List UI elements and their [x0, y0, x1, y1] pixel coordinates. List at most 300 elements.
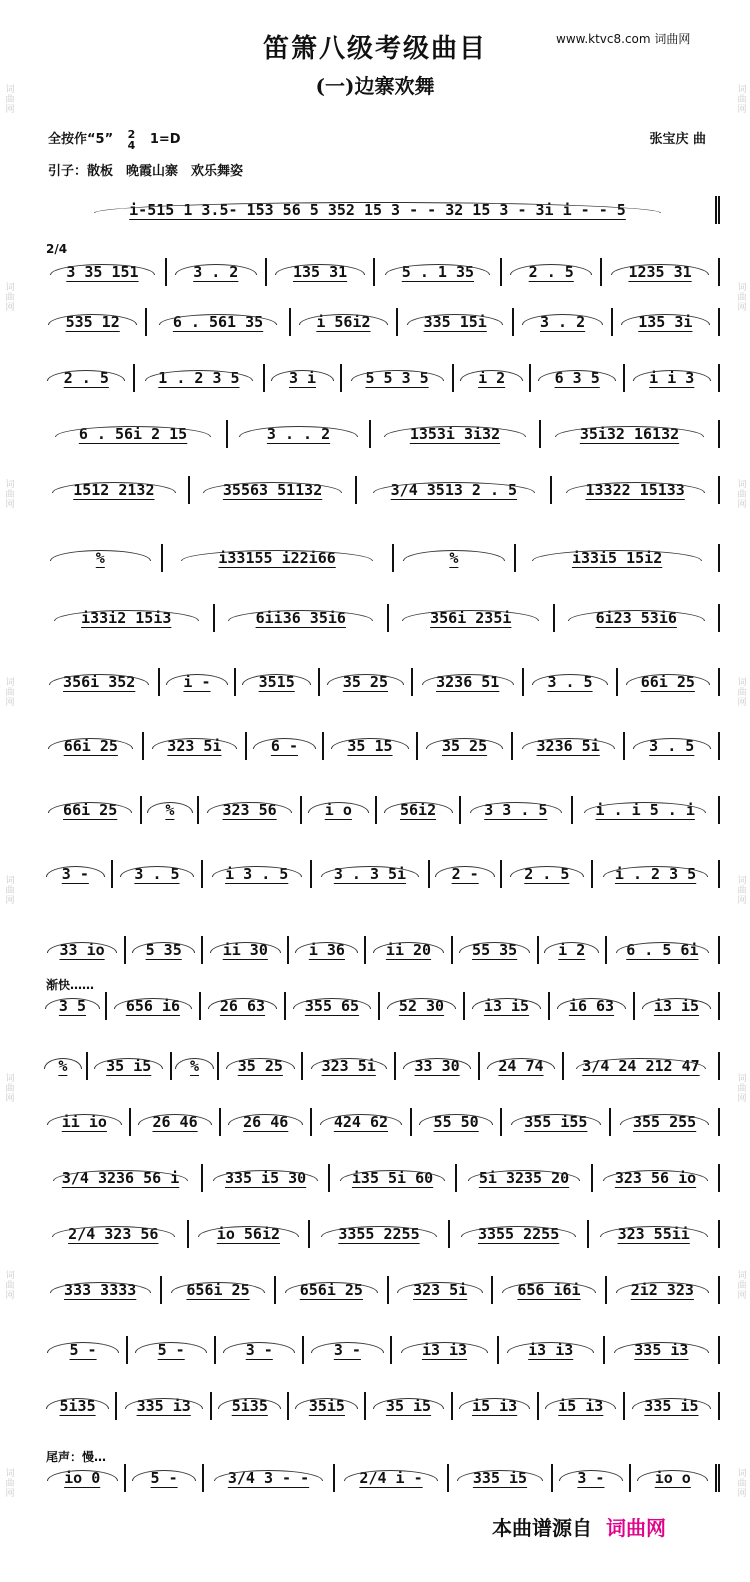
slur-mark: [459, 1398, 530, 1409]
slur-mark: [387, 998, 457, 1009]
measure-notes: 335 i5: [644, 1397, 699, 1415]
watermark-text: 词曲网: [3, 479, 14, 510]
measure-notes: 323 5i: [167, 737, 222, 755]
slur-mark: [226, 1058, 295, 1069]
slur-mark: [45, 998, 100, 1009]
watermark-text: 词曲网: [735, 479, 746, 510]
slur-mark: [373, 1398, 444, 1409]
measure: [124, 1464, 201, 1492]
measure: [145, 308, 288, 336]
measure-notes: 66i 25: [63, 801, 118, 819]
measure-notes: 13322 15133: [585, 481, 685, 499]
measure: [529, 364, 624, 392]
measure: [40, 936, 124, 964]
slur-mark: [510, 866, 585, 877]
measure: [40, 544, 161, 572]
measure: [587, 1220, 720, 1248]
slur-mark: [642, 998, 712, 1009]
score-line: [40, 924, 720, 964]
slur-mark: [545, 1398, 616, 1409]
slur-mark: [228, 1114, 303, 1125]
measure: [512, 308, 610, 336]
measure-notes: 35 25: [237, 1057, 283, 1075]
slur-mark: [275, 264, 365, 275]
measure-notes: i3 i5: [483, 997, 530, 1015]
measure: [459, 796, 570, 824]
source-prefix: 本曲谱源自: [492, 1516, 592, 1540]
measure: [310, 1108, 410, 1136]
measure-notes: 35 15: [347, 737, 393, 755]
line-annotation: 尾声：慢…: [46, 1450, 107, 1464]
measure-notes: i5 i3: [558, 1397, 604, 1415]
measure: [217, 1052, 301, 1080]
watermark-text: 词曲网: [735, 1270, 746, 1301]
score-line: [40, 1096, 720, 1136]
measure-notes: 3 . 5: [134, 865, 180, 883]
right-watermark-strip: [734, 0, 748, 1582]
measure: [301, 1052, 394, 1080]
line-annotation: 2/4: [46, 242, 68, 256]
time-signature-denominator: 4: [127, 138, 136, 152]
measure: [537, 1392, 623, 1420]
measure-notes: 3 -: [245, 1341, 273, 1359]
measure: [40, 1108, 129, 1136]
measure-notes: 356i 352: [63, 673, 136, 691]
measure-notes: 66i 25: [640, 673, 695, 691]
measure: [322, 732, 417, 760]
line-annotation: 渐快……: [46, 978, 95, 992]
slur-mark: [384, 426, 525, 437]
measure: [219, 1108, 310, 1136]
slur-mark: [308, 802, 370, 813]
watermark-text: 词曲网: [3, 677, 14, 708]
watermark-text: 词曲网: [735, 1072, 746, 1103]
watermark-text: 词曲网: [735, 874, 746, 905]
fingering-note: 全按作“5”: [48, 132, 114, 147]
measure-notes: 35 25: [441, 737, 488, 755]
measure: [40, 1164, 201, 1192]
slur-mark: [47, 942, 118, 953]
measure: [571, 796, 720, 824]
measure: [500, 258, 600, 286]
score-line: [40, 656, 720, 696]
slur-mark: [223, 1342, 295, 1353]
time-signature: [128, 129, 136, 151]
measure: [197, 796, 299, 824]
measure-notes: 52 30: [398, 997, 445, 1015]
measure: [40, 420, 226, 448]
measure: [394, 1052, 478, 1080]
measure-notes: %: [58, 1057, 68, 1075]
score-line: [40, 848, 720, 888]
piece-subtitle: (一)边寨欢舞: [315, 74, 435, 98]
slur-mark: [373, 942, 444, 953]
slur-mark: [311, 1342, 383, 1353]
measure: [447, 1464, 551, 1492]
slur-mark: [557, 998, 627, 1009]
measure-notes: 2i2 323: [630, 1281, 694, 1299]
measure-notes: i3 i3: [421, 1341, 468, 1359]
measure: [40, 1336, 126, 1364]
measure: [514, 544, 720, 572]
measure: [40, 1464, 124, 1492]
measure: [142, 732, 246, 760]
measure-notes: i-515 1 3.5- 153 56 5 352 15 3 - - 32 15 3 - 3i i - - 5: [129, 201, 626, 219]
measure: [115, 1392, 210, 1420]
watermark-text: 词曲网: [3, 1270, 14, 1301]
slur-mark: [54, 610, 199, 621]
measure: [287, 1392, 364, 1420]
measure: [105, 992, 199, 1020]
measure-notes: 424 62: [333, 1113, 389, 1131]
measure-notes: 3515: [258, 673, 295, 691]
measure-notes: i . 2 3 5: [614, 865, 697, 883]
measure: [616, 668, 720, 696]
measure-notes: 3 . 5: [649, 737, 695, 755]
score-line: [40, 464, 720, 504]
slur-mark: [175, 1058, 213, 1069]
slur-mark: [331, 738, 409, 749]
measure-notes: 6i23 53i6: [595, 609, 677, 627]
slur-mark: [242, 674, 311, 685]
slur-mark: [166, 674, 228, 685]
score-line: [40, 592, 720, 632]
measure-notes: i35 5i 60: [351, 1169, 434, 1187]
slur-mark: [175, 264, 257, 275]
measure: [40, 860, 111, 888]
measure-notes: 323 56: [222, 801, 277, 819]
measure-notes: 5i35: [231, 1397, 268, 1415]
measure: [451, 936, 537, 964]
measure-notes: 355 255: [632, 1113, 697, 1131]
slur-mark: [426, 738, 504, 749]
measure-notes: 26 46: [243, 1113, 289, 1131]
slur-mark: [299, 314, 387, 325]
measure-notes: 335 i5: [472, 1469, 528, 1487]
measure-notes: 5 5 3 5: [365, 369, 429, 387]
measure: [539, 420, 720, 448]
measure-notes: 3 . 2: [193, 263, 239, 281]
slur-mark: [285, 1282, 379, 1293]
slur-mark: [210, 942, 281, 953]
measure: [428, 860, 501, 888]
measure: [600, 258, 720, 286]
measure-notes: %: [165, 801, 175, 819]
measure-notes: 3355 2255: [338, 1225, 420, 1243]
slur-mark: [198, 1226, 298, 1237]
measure: [364, 1392, 450, 1420]
measure-notes: 656i 25: [186, 1281, 250, 1299]
score-line: [40, 1040, 720, 1080]
watermark-text: 词曲网: [3, 83, 14, 114]
measure: [40, 196, 720, 224]
measure: [263, 364, 340, 392]
slur-mark: [47, 1114, 122, 1125]
measure-notes: io 0: [64, 1469, 101, 1487]
watermark-text: 词曲网: [3, 1468, 14, 1499]
measure-notes: 335 i3: [634, 1341, 689, 1359]
source-credit: [492, 1512, 666, 1541]
measure: [199, 992, 284, 1020]
measure-notes: 3 -: [577, 1469, 605, 1487]
site-url[interactable]: www.ktvc8.com 词曲网: [556, 32, 691, 46]
measure: [40, 992, 105, 1020]
measure-notes: %: [189, 1057, 200, 1075]
measure: [478, 1052, 562, 1080]
slur-mark: [457, 1470, 543, 1481]
measure: [369, 420, 539, 448]
measure: [40, 258, 165, 286]
measure-notes: 335 i3: [136, 1397, 191, 1415]
watermark-text: 词曲网: [3, 281, 14, 312]
measure: [497, 1336, 603, 1364]
slur-mark: [295, 1398, 358, 1409]
slur-mark: [403, 550, 504, 561]
measure: [623, 732, 720, 760]
score-line: [40, 1380, 720, 1420]
measure: [124, 936, 201, 964]
measure: [378, 992, 463, 1020]
measure-notes: 656i 25: [299, 1281, 363, 1299]
measure: [40, 476, 188, 504]
measure-notes: 3236 5i: [536, 737, 600, 755]
measure: [448, 1220, 588, 1248]
measure: [234, 668, 318, 696]
measure-notes: 3 35 151: [66, 263, 139, 281]
measure-notes: 55 35: [472, 941, 518, 959]
measure-notes: 1235 31: [628, 263, 692, 281]
measure-notes: i -: [183, 673, 211, 691]
slur-mark: [344, 1470, 438, 1481]
measure-notes: 6 3 5: [554, 369, 600, 387]
slur-mark: [239, 426, 357, 437]
measure: [387, 1276, 491, 1304]
slur-mark: [52, 482, 176, 493]
intro-annotation: 引子：散板 晚霞山寨 欢乐舞姿: [48, 164, 244, 179]
composer-credit: 张宝庆 曲: [649, 132, 706, 147]
measure: [364, 936, 450, 964]
measure-notes: 5 -: [150, 1469, 178, 1487]
measure: [226, 420, 369, 448]
measure-notes: i 2: [558, 941, 586, 959]
measure-notes: i o: [324, 801, 352, 819]
measure: [387, 604, 552, 632]
measure-notes: 2/4 323 56: [68, 1225, 159, 1243]
measure: [274, 1276, 387, 1304]
slur-mark: [402, 610, 539, 621]
slur-mark: [403, 1058, 472, 1069]
measure: [158, 668, 233, 696]
measure-notes: 2 . 5: [524, 865, 570, 883]
measure: [603, 1336, 720, 1364]
measure-notes: 535 12: [65, 313, 120, 331]
measure: [287, 936, 364, 964]
measure-notes: 2 -: [451, 865, 479, 883]
measure: [550, 476, 720, 504]
slur-mark: [48, 314, 136, 325]
score-line: [40, 532, 720, 572]
slur-mark: [228, 610, 373, 621]
measure: [623, 1392, 720, 1420]
measure-notes: 35 i5: [106, 1057, 152, 1075]
measure-notes: 323 5i: [413, 1281, 468, 1299]
measure-notes: 656 i6i: [517, 1281, 581, 1299]
measure-notes: 1 . 2 3 5: [158, 369, 240, 387]
slur-mark: [633, 370, 711, 381]
slur-mark: [626, 674, 710, 685]
slur-mark: [614, 1342, 709, 1353]
measure-notes: io 56i2: [216, 1225, 281, 1243]
measure: [416, 732, 511, 760]
measure-notes: 3 -: [333, 1341, 361, 1359]
slur-mark: [487, 1058, 556, 1069]
measure: [265, 258, 374, 286]
measure-notes: 3355 2255: [477, 1225, 560, 1243]
source-brand[interactable]: 词曲网: [606, 1516, 666, 1540]
measure-notes: 66i 25: [63, 737, 118, 755]
score-line: [40, 240, 720, 286]
slur-mark: [44, 1058, 82, 1069]
slur-mark: [611, 264, 708, 275]
measure: [161, 544, 392, 572]
slur-mark: [510, 264, 592, 275]
measure: [213, 604, 388, 632]
measure-notes: i5 i3: [472, 1397, 518, 1415]
slur-mark: [152, 738, 237, 749]
measure: [201, 1164, 328, 1192]
measure-notes: 335 i5 30: [224, 1169, 307, 1187]
measure: [310, 860, 428, 888]
slur-mark: [532, 550, 702, 561]
score-line: [40, 408, 720, 448]
measure: [452, 364, 529, 392]
slur-mark: [208, 998, 278, 1009]
measure: [392, 544, 515, 572]
measure: [537, 936, 605, 964]
measure: [86, 1052, 170, 1080]
measure-notes: 3/4 24 212 47: [582, 1057, 700, 1075]
measure: [40, 796, 140, 824]
measure: [188, 476, 356, 504]
key-signature: 1=D: [149, 132, 181, 147]
measure-notes: 2 . 5: [63, 369, 109, 387]
measure: [451, 1392, 537, 1420]
score-line: [40, 1152, 720, 1192]
measure-notes: 35i32 16132: [579, 425, 680, 443]
watermark-text: 词曲网: [3, 1072, 14, 1103]
measure: [605, 936, 720, 964]
score-header-left: [48, 128, 181, 151]
slur-mark: [633, 738, 711, 749]
measure: [165, 258, 265, 286]
score-line: [40, 1324, 720, 1364]
measure-notes: 323 5i: [321, 1057, 376, 1075]
measure: [140, 796, 197, 824]
measure-notes: 35 i5: [385, 1397, 432, 1415]
slur-mark: [637, 1470, 708, 1481]
measure-notes: 5 35: [145, 941, 182, 959]
measure: [284, 992, 378, 1020]
slur-mark: [47, 1470, 118, 1481]
measure-notes: i33i5 15i2: [571, 549, 663, 567]
watermark-text: 词曲网: [3, 874, 14, 905]
slur-mark: [555, 426, 704, 437]
slur-mark: [502, 1282, 596, 1293]
measure-notes: 5 . 1 35: [401, 263, 475, 281]
measure: [214, 1336, 302, 1364]
measure: [463, 992, 548, 1020]
slur-mark: [320, 1114, 402, 1125]
measure: [411, 668, 522, 696]
slur-mark: [48, 802, 132, 813]
measure-notes: %: [95, 549, 105, 567]
measure-notes: 355 i55: [524, 1113, 588, 1131]
measure: [289, 308, 396, 336]
score-line: [40, 1208, 720, 1248]
measure: [340, 364, 453, 392]
slur-mark: [327, 674, 404, 685]
measure: [355, 476, 550, 504]
score-line: [40, 184, 720, 224]
measure-notes: 2/4 i -: [359, 1469, 423, 1487]
slur-mark: [135, 1342, 207, 1353]
slur-mark: [532, 674, 609, 685]
slur-mark: [544, 942, 600, 953]
measure: [40, 732, 142, 760]
measure-notes: 135 31: [292, 263, 348, 281]
measure: [623, 364, 720, 392]
measure-notes: 35i5: [308, 1397, 345, 1415]
measure: [111, 860, 202, 888]
measure-notes: i33155 i22i66: [218, 549, 336, 567]
left-watermark-strip: [2, 0, 16, 1582]
measure: [511, 732, 624, 760]
measure-notes: 1512 2132: [73, 481, 155, 499]
measure: [40, 1220, 187, 1248]
measure: [201, 860, 310, 888]
measure: [318, 668, 411, 696]
watermark-text: 词曲网: [735, 1468, 746, 1499]
measure-notes: %: [449, 549, 459, 567]
measure: [40, 604, 213, 632]
score-line: [40, 352, 720, 392]
watermark-text: 词曲网: [735, 281, 746, 312]
slur-mark: [419, 1114, 494, 1125]
measure-notes: 3 . 2: [539, 313, 586, 331]
slur-mark: [138, 1114, 213, 1125]
measure: [410, 1108, 501, 1136]
slur-mark: [94, 1058, 163, 1069]
measure: [40, 1052, 86, 1080]
slur-mark: [181, 550, 373, 561]
measure-notes: i 36: [308, 941, 345, 959]
measure-notes: 3 . . 2: [266, 425, 331, 443]
page-title: 笛箫八级考级曲目: [262, 34, 487, 64]
measure: [40, 668, 158, 696]
measure: [210, 1392, 287, 1420]
slur-mark: [435, 866, 494, 877]
measure: [300, 796, 375, 824]
measure-notes: 6 . 5 6i: [626, 941, 699, 959]
measure-notes: 3 . 5: [547, 673, 593, 691]
measure-notes: ii 20: [385, 941, 432, 959]
slur-mark: [507, 1342, 595, 1353]
measure-notes: i i 3: [649, 369, 695, 387]
measure: [375, 796, 459, 824]
slur-mark: [600, 1226, 708, 1237]
measure-notes: 3/4 3 - -: [227, 1469, 310, 1487]
slur-mark: [132, 1470, 195, 1481]
